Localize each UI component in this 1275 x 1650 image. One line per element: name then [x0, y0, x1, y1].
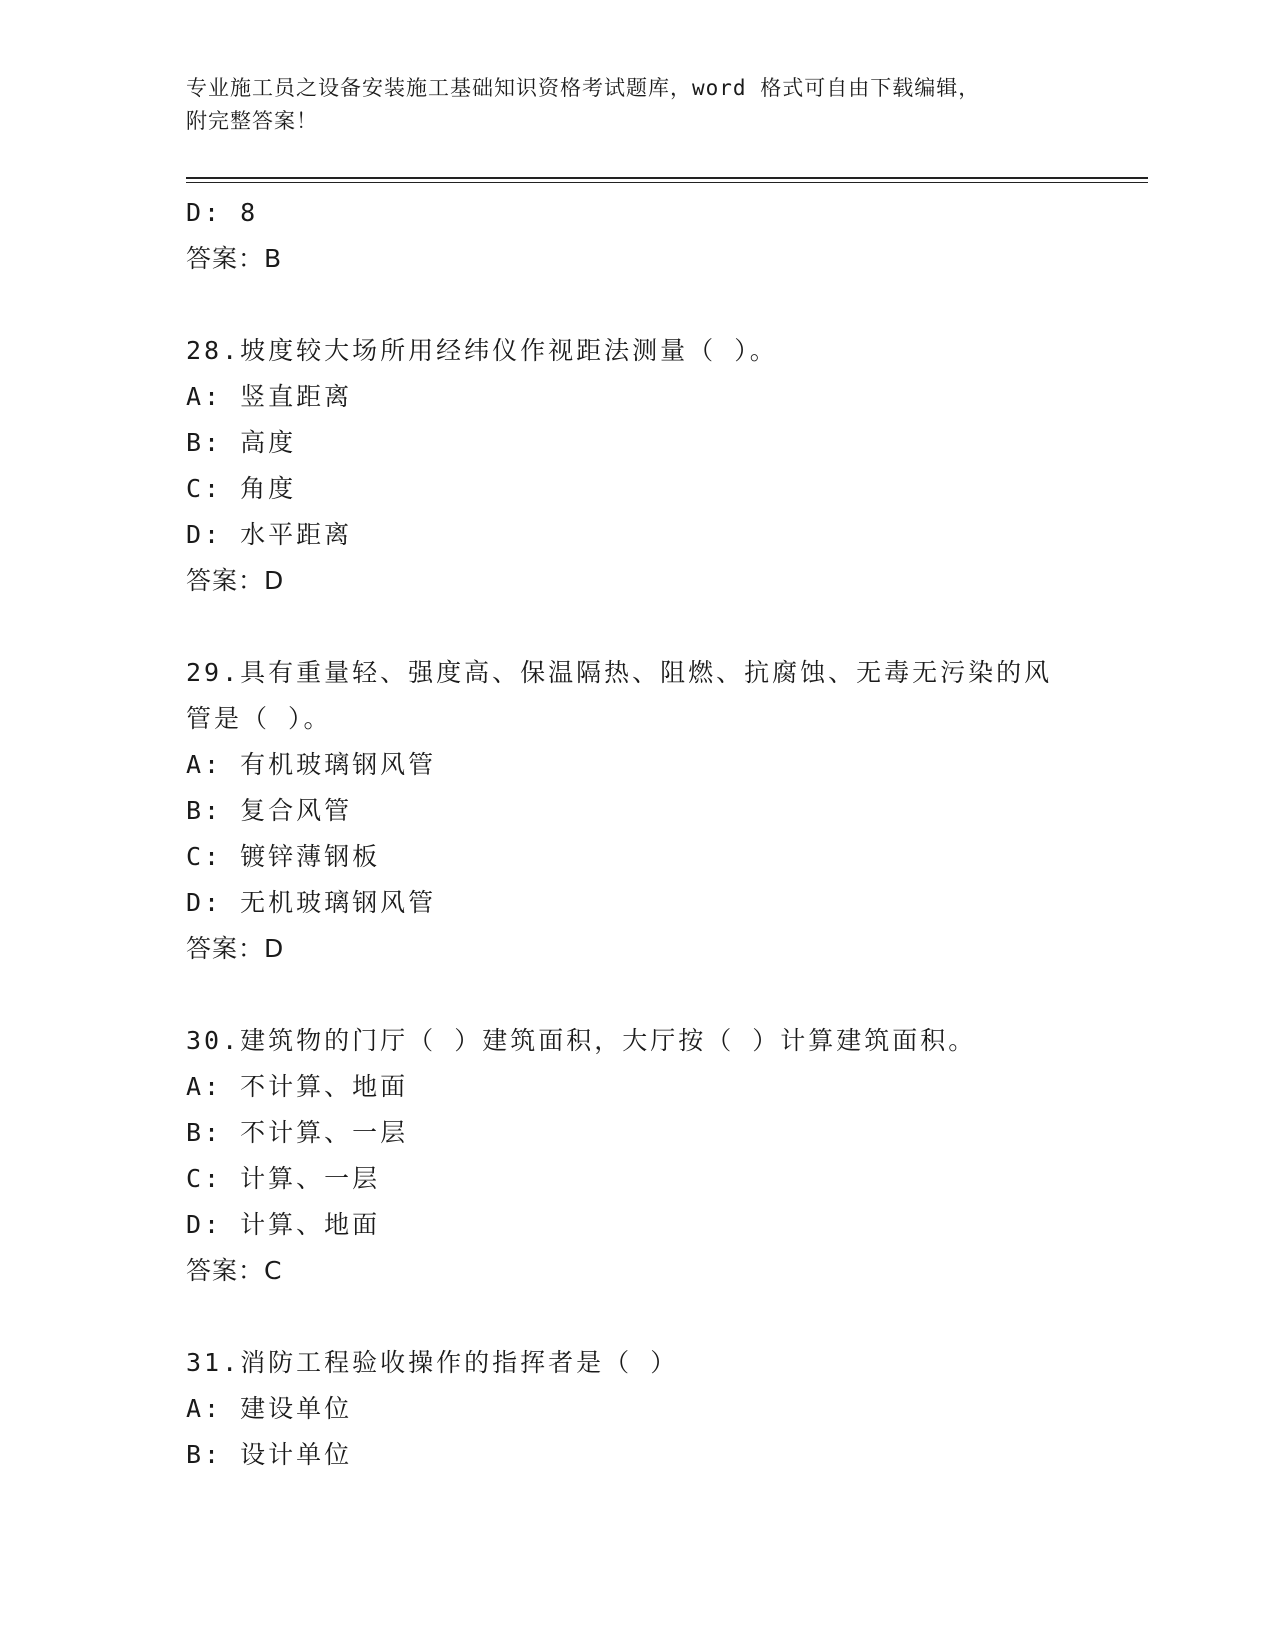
question-27-tail [186, 190, 1086, 282]
option-d: D: 8 [186, 198, 259, 227]
spacer [186, 282, 1086, 328]
option-a: A: 有机玻璃钢风管 [186, 750, 437, 779]
option-d: D: 水平距离 [186, 520, 353, 549]
option-c: C: 计算、一层 [186, 1164, 381, 1193]
answer: 答案：D [186, 934, 285, 963]
question-31 [186, 1340, 1086, 1478]
header-line-1: 专业施工员之设备安装施工基础知识资格考试题库，word 格式可自由下载编辑， [186, 76, 981, 100]
question-list [186, 190, 1086, 1478]
question-stem: 28.坡度较大场所用经纬仪作视距法测量（ ）。 [186, 336, 778, 365]
header-line-2: 附完整答案！ [186, 109, 318, 133]
option-b: B: 复合风管 [186, 796, 353, 825]
header-divider-thin [186, 182, 1148, 183]
question-stem: 30.建筑物的门厅（ ）建筑面积，大厅按（ ）计算建筑面积。 [186, 1026, 977, 1055]
option-c: C: 镀锌薄钢板 [186, 842, 381, 871]
question-30 [186, 1018, 1086, 1294]
option-a: A: 竖直距离 [186, 382, 353, 411]
option-b: B: 设计单位 [186, 1440, 353, 1469]
question-28 [186, 328, 1086, 604]
answer: 答案：C [186, 1256, 283, 1285]
option-b: B: 高度 [186, 428, 297, 457]
question-stem-line-1: 29.具有重量轻、强度高、保温隔热、阻燃、抗腐蚀、无毒无污染的风 [186, 658, 1053, 687]
option-d: D: 计算、地面 [186, 1210, 381, 1239]
option-b: B: 不计算、一层 [186, 1118, 409, 1147]
spacer [186, 1294, 1086, 1340]
option-d: D: 无机玻璃钢风管 [186, 888, 437, 917]
header-divider-thick [186, 177, 1148, 179]
answer: 答案：B [186, 244, 283, 273]
question-29 [186, 650, 1086, 972]
question-stem: 31.消防工程验收操作的指挥者是（ ） [186, 1348, 679, 1377]
question-stem-line-2: 管是（ ）。 [186, 704, 332, 733]
option-c: C: 角度 [186, 474, 297, 503]
option-a: A: 不计算、地面 [186, 1072, 409, 1101]
document-header [186, 72, 1066, 138]
option-a: A: 建设单位 [186, 1394, 353, 1423]
spacer [186, 604, 1086, 650]
answer: 答案：D [186, 566, 285, 595]
spacer [186, 972, 1086, 1018]
